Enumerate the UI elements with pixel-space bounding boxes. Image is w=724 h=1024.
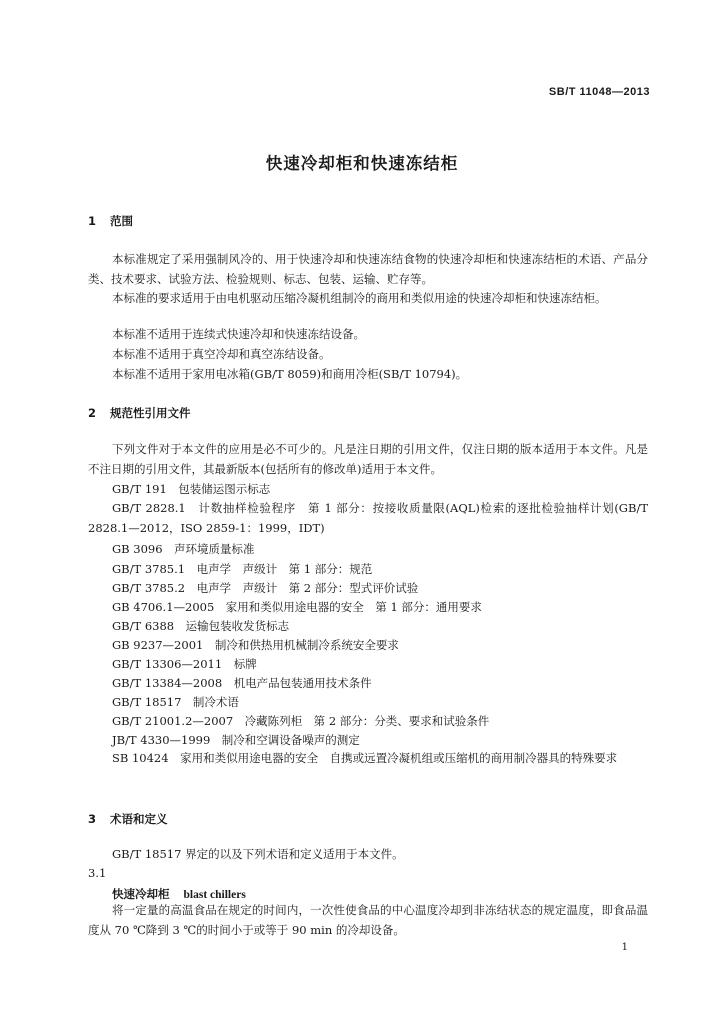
references-intro: 下列文件对于本文件的应用是必不可少的。凡是注日期的引用文件，仅注日期的版本适用于本文件。凡是不注日期的引用文件，其最新版本(包括所有的修改单)适用于本文件。 xyxy=(88,442,648,476)
reference-item: GB 3096 声环境质量标准 xyxy=(112,542,255,556)
reference-item: GB/T 18517 制冷术语 xyxy=(112,695,239,709)
section-title: 范围 xyxy=(110,214,133,228)
reference-item: GB 9237—2001 制冷和供热用机械制冷系统安全要求 xyxy=(112,638,399,652)
terms-intro: GB/T 18517 界定的以及下列术语和定义适用于本文件。 xyxy=(112,847,404,861)
reference-item: GB/T 6388 运输包装收发货标志 xyxy=(112,619,290,633)
section-number: 3 xyxy=(88,812,97,826)
scope-paragraph-1: 本标准规定了采用强制风冷的、用于快速冷却和快速冻结食物的快速冷却柜和快速冻结柜的术语、产品分类、技术要求、试验方法、检验规则、标志、包装、运输、贮存等。 xyxy=(88,252,648,286)
section-title: 规范性引用文件 xyxy=(110,406,191,420)
reference-item: GB/T 3785.2 电声学 声级计 第 2 部分：型式评价试验 xyxy=(112,581,419,595)
page-number: 1 xyxy=(621,942,628,953)
term-chinese: 快速冷却柜 xyxy=(112,887,170,901)
term-entry xyxy=(112,886,246,902)
reference-item: GB/T 13384—2008 机电产品包装通用技术条件 xyxy=(112,676,372,690)
section-number: 2 xyxy=(88,406,97,420)
document-title: 快速冷却柜和快速冻结柜 xyxy=(265,154,459,173)
section-2-heading xyxy=(88,405,191,421)
reference-item: GB/T 21001.2—2007 冷藏陈列柜 第 2 部分：分类、要求和试验条件 xyxy=(112,714,490,728)
section-1-heading xyxy=(88,213,133,229)
reference-item: GB/T 2828.1 计数抽样检验程序 第 1 部分：按接收质量限(AQL)检索的逐批检验抽样计划(GB/T 2828.1—2012，ISO 2859-1：1999，IDT) xyxy=(88,501,648,535)
clause-number: 3.1 xyxy=(88,866,107,880)
reference-item: GB 4706.1—2005 家用和类似用途电器的安全 第 1 部分：通用要求 xyxy=(112,600,482,614)
reference-item: SB 10424 家用和类似用途电器的安全 自携或远置冷凝机组或压缩机的商用制冷器具的特殊要求 xyxy=(112,751,618,765)
reference-item: GB/T 191 包装储运图示标志 xyxy=(112,482,271,496)
scope-paragraph-2: 本标准的要求适用于由电机驱动压缩冷凝机组制冷的商用和类似用途的快速冷却柜和快速冻结柜。 xyxy=(112,291,607,305)
scope-paragraph-5: 本标准不适用于家用电冰箱(GB/T 8059)和商用冷柜(SB/T 10794)。 xyxy=(112,367,468,381)
reference-item: GB/T 3785.1 电声学 声级计 第 1 部分：规范 xyxy=(112,562,373,576)
scope-paragraph-4: 本标准不适用于真空冷却和真空冻结设备。 xyxy=(112,347,331,361)
term-english: blast chillers xyxy=(183,889,246,901)
reference-item: JB/T 4330—1999 制冷和空调设备噪声的测定 xyxy=(112,733,360,747)
section-title: 术语和定义 xyxy=(110,812,168,826)
reference-item: GB/T 13306—2011 标牌 xyxy=(112,657,257,671)
standard-code: SB/T 11048—2013 xyxy=(548,86,650,98)
section-number: 1 xyxy=(88,214,97,228)
term-definition: 将一定量的高温食品在规定的时间内，一次性使食品的中心温度冷却到非冻结状态的规定温度，即食品温度从 70 ℃降到 3 ℃的时间小于或等于 90 min 的冷却设备。 xyxy=(88,903,648,937)
section-3-heading xyxy=(88,811,168,827)
scope-paragraph-3: 本标准不适用于连续式快速冷却和快速冻结设备。 xyxy=(112,327,365,341)
